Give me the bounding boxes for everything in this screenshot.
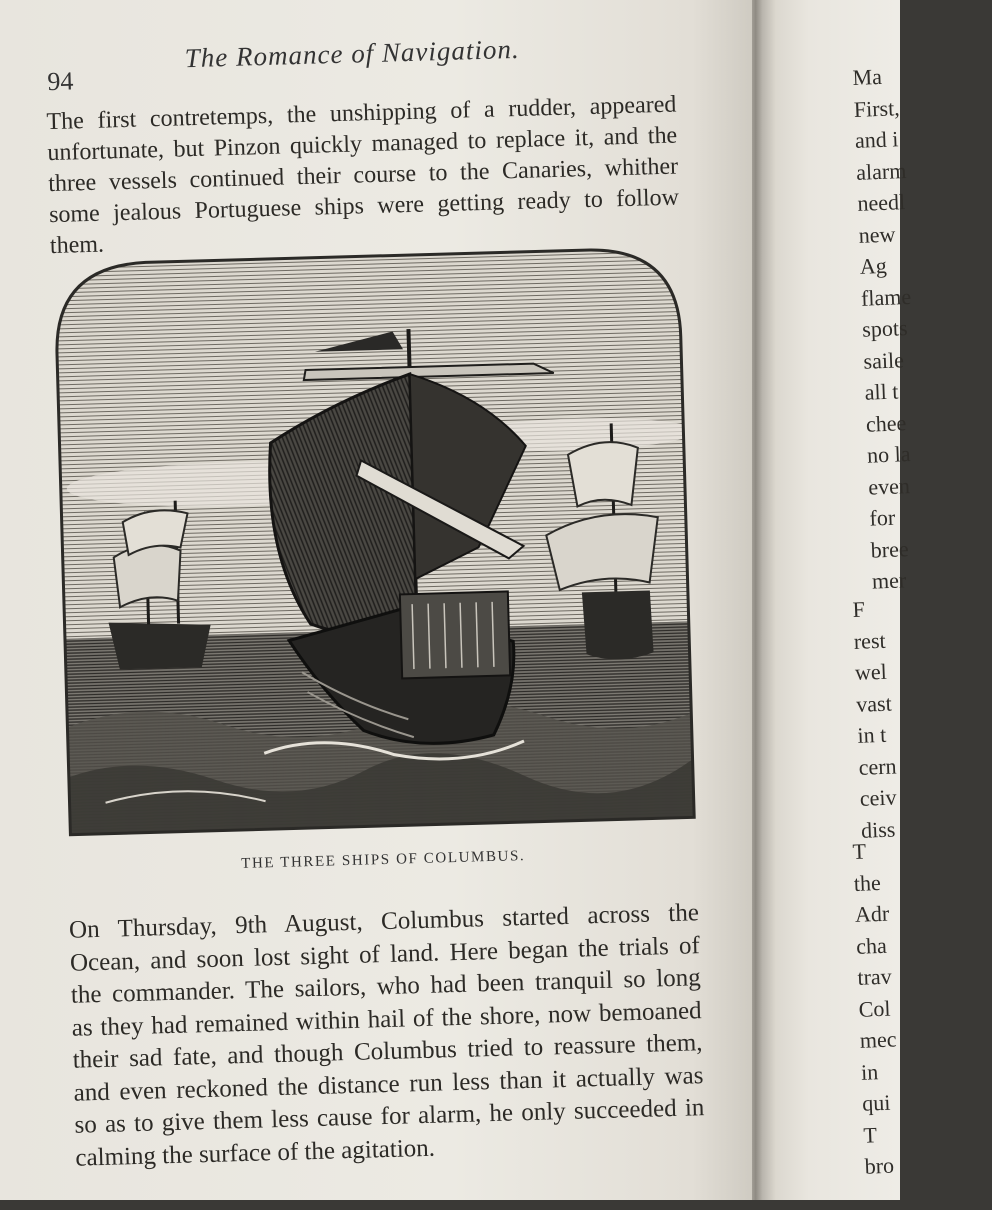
paragraph-1 [46, 90, 680, 263]
paragraph-1-line: three vessels continued their course to the Canaries, whither [47, 153, 679, 198]
paragraph-2-line: On Thursday, 9th August, Columbus started across the [68, 899, 700, 944]
facing-page-line: spots [861, 315, 908, 342]
facing-page-line: diss [860, 816, 896, 843]
facing-page-line: and i [854, 126, 899, 153]
paragraph-1-line: The first contretemps, the unshipping of a rudder, appeared [46, 91, 677, 136]
facing-page-line: for [869, 504, 896, 531]
page-number: 94 [46, 66, 74, 97]
facing-page-line: rest [853, 627, 887, 654]
paragraph-1-line: them. [49, 231, 105, 260]
facing-page-line: in [860, 1058, 879, 1085]
facing-page-line: no la [866, 441, 911, 468]
facing-page-line: saile [862, 346, 905, 374]
facing-page-line: mer [871, 567, 907, 594]
facing-page-line: in t [856, 721, 887, 748]
facing-page-line: flame [860, 283, 912, 311]
paragraph-2-line: so as to give them less cause for alarm, he only succeeded in [74, 1094, 705, 1139]
facing-page-line: First, [853, 94, 901, 122]
facing-page-text-top [852, 57, 992, 597]
facing-page-line: chee [865, 409, 907, 437]
facing-page-line: needl [856, 189, 906, 216]
paragraph-2 [69, 897, 706, 1174]
facing-page-line: the [853, 869, 882, 896]
paragraph-1-line: some jealous Portuguese ships were getting ready to follow [48, 184, 680, 229]
ship-engraving [50, 241, 698, 838]
facing-page-line: Ma [852, 63, 883, 90]
facing-page-line: vast [855, 690, 893, 717]
facing-page-line: even [867, 472, 911, 500]
facing-page-text-mid [852, 589, 982, 845]
facing-page-line: alarm [855, 157, 907, 185]
paragraph-2-line: the commander. The sailors, who had been tranquil so long [70, 964, 702, 1009]
facing-page-text-bottom [852, 831, 985, 1182]
facing-page-line: F [852, 596, 866, 622]
facing-page-line: qui [861, 1089, 891, 1116]
facing-page-line: T [862, 1121, 878, 1148]
paragraph-2-line: their sad fate, and though Columbus tried to reassure them, [72, 1029, 703, 1074]
paragraph-1-line: unfortunate, but Pinzon quickly managed to replace it, and the [47, 122, 678, 167]
facing-page-line: Col [858, 995, 891, 1022]
facing-page-line: mec [859, 1026, 897, 1053]
facing-page-line: bro [864, 1152, 895, 1179]
paragraph-2-line: as they had remained within hail of the shore, now bemoaned [71, 996, 702, 1042]
paragraph-2-line: calming the surface of the agitation. [75, 1134, 436, 1172]
running-head: The Romance of Navigation. [184, 33, 521, 74]
facing-page-line: Ag [859, 252, 888, 279]
facing-page-line: Adr [854, 900, 890, 927]
facing-page-line: T [852, 838, 867, 864]
facing-page [770, 0, 912, 1200]
facing-page-line: cern [858, 752, 897, 780]
paragraph-2-line: Ocean, and soon lost sight of land. Here began the trials of [69, 931, 701, 977]
facing-page-line: bree [870, 535, 910, 563]
figure-caption: THE THREE SHIPS OF COLUMBUS. [241, 848, 526, 872]
facing-page-line: new [858, 220, 896, 248]
facing-page-line: trav [856, 963, 893, 990]
paragraph-2-line: and even reckoned the distance run less than it actually was [73, 1061, 704, 1107]
facing-page-line: ceiv [859, 784, 897, 811]
facing-page-line: all t [864, 378, 899, 405]
facing-page-line: wel [854, 658, 888, 685]
facing-page-line: cha [855, 932, 888, 959]
